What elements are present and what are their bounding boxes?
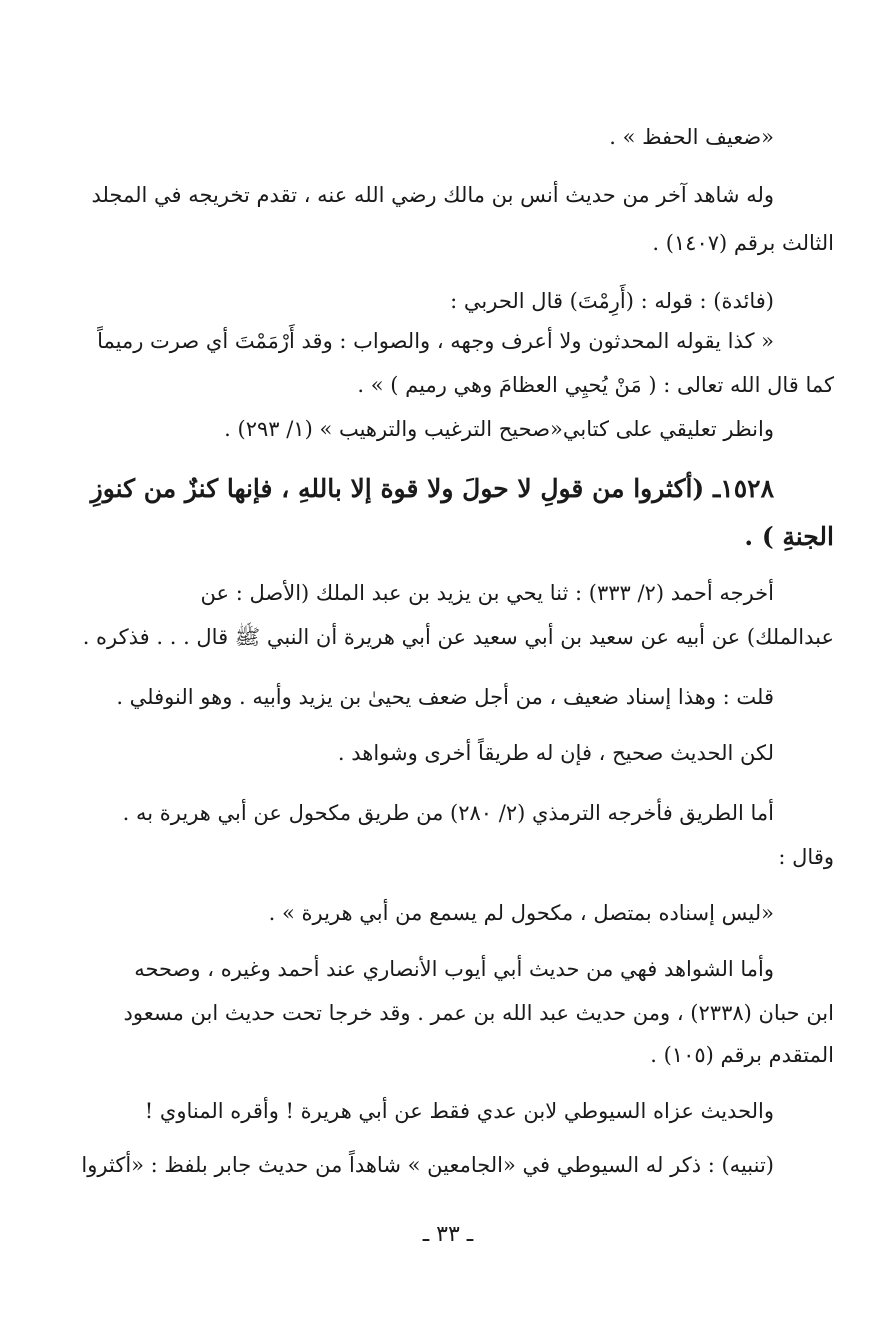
- text-line: والحديث عزاه السيوطي لابن عدي فقط عن أبي هريرة ! وأقره المناوي !: [144, 1099, 774, 1123]
- text-line: كما قال الله تعالى : ( مَنْ يُحيِي العظامَ وهي رميم ) » .: [357, 373, 834, 397]
- text-line: «ضعيف الحفظ » .: [609, 125, 774, 149]
- text-line: لكن الحديث صحيح ، فإن له طريقاً أخرى وشواهد .: [337, 741, 774, 765]
- text-line: (فائدة) : قوله : (أَرِمْتَ) قال الحربي :: [450, 289, 774, 313]
- text-line: المتقدم برقم (١٠٥) .: [650, 1043, 834, 1067]
- text-line: (تنبيه) : ذكر له السيوطي في «الجامعين » شاهداً من حديث جابر بلفظ : «أكثروا: [81, 1153, 774, 1177]
- text-line: «ليس إسناده بمتصل ، مكحول لم يسمع من أبي هريرة » .: [268, 901, 774, 925]
- text-line: وانظر تعليقي على كتابي«صحيح الترغيب والترهيب » (١/ ٢٩٣) .: [224, 417, 774, 441]
- text-line: ابن حبان (٢٣٣٨) ، ومن حديث عبد الله بن عمر . وقد خرجا تحت حديث ابن مسعود: [123, 1001, 834, 1025]
- text-line: الثالث برقم (١٤٠٧) .: [652, 231, 834, 255]
- text-line: وقال :: [778, 845, 834, 869]
- page-number: ـ ٣٣ ـ: [422, 1222, 474, 1247]
- text-line: قلت : وهذا إسناد ضعيف ، من أجل ضعف يحيىٰ بن يزيد وأبيه . وهو النوفلي .: [116, 685, 774, 709]
- text-line: أخرجه أحمد (٢/ ٣٣٣) : ثنا يحي بن يزيد بن عبد الملك (الأصل : عن: [200, 581, 774, 605]
- text-line: وله شاهد آخر من حديث أنس بن مالك رضي الله عنه ، تقدم تخريجه في المجلد: [91, 183, 774, 207]
- text-line: « كذا يقوله المحدثون ولا أعرف وجهه ، والصواب : وقد أَرْمَمْتَ أي صرت رميماً: [97, 329, 774, 353]
- hadith-heading: الجنةِ ) .: [744, 522, 834, 551]
- text-line: أما الطريق فأخرجه الترمذي (٢/ ٢٨٠) من طريق مكحول عن أبي هريرة به .: [122, 801, 774, 825]
- text-line: عبدالملك) عن أبيه عن سعيد بن أبي سعيد عن أبي هريرة أن النبي ﷺ قال . . . فذكره .: [82, 625, 834, 649]
- text-line: وأما الشواهد فهي من حديث أبي أيوب الأنصاري عند أحمد وغيره ، وصححه: [134, 957, 774, 981]
- hadith-heading: ١٥٢٨ـ (أكثروا من قولِ لا حولَ ولا قوة إلا باللهِ ، فإنها كنزٌ من كنوزِ: [90, 474, 774, 503]
- page-body: [70, 118, 834, 1280]
